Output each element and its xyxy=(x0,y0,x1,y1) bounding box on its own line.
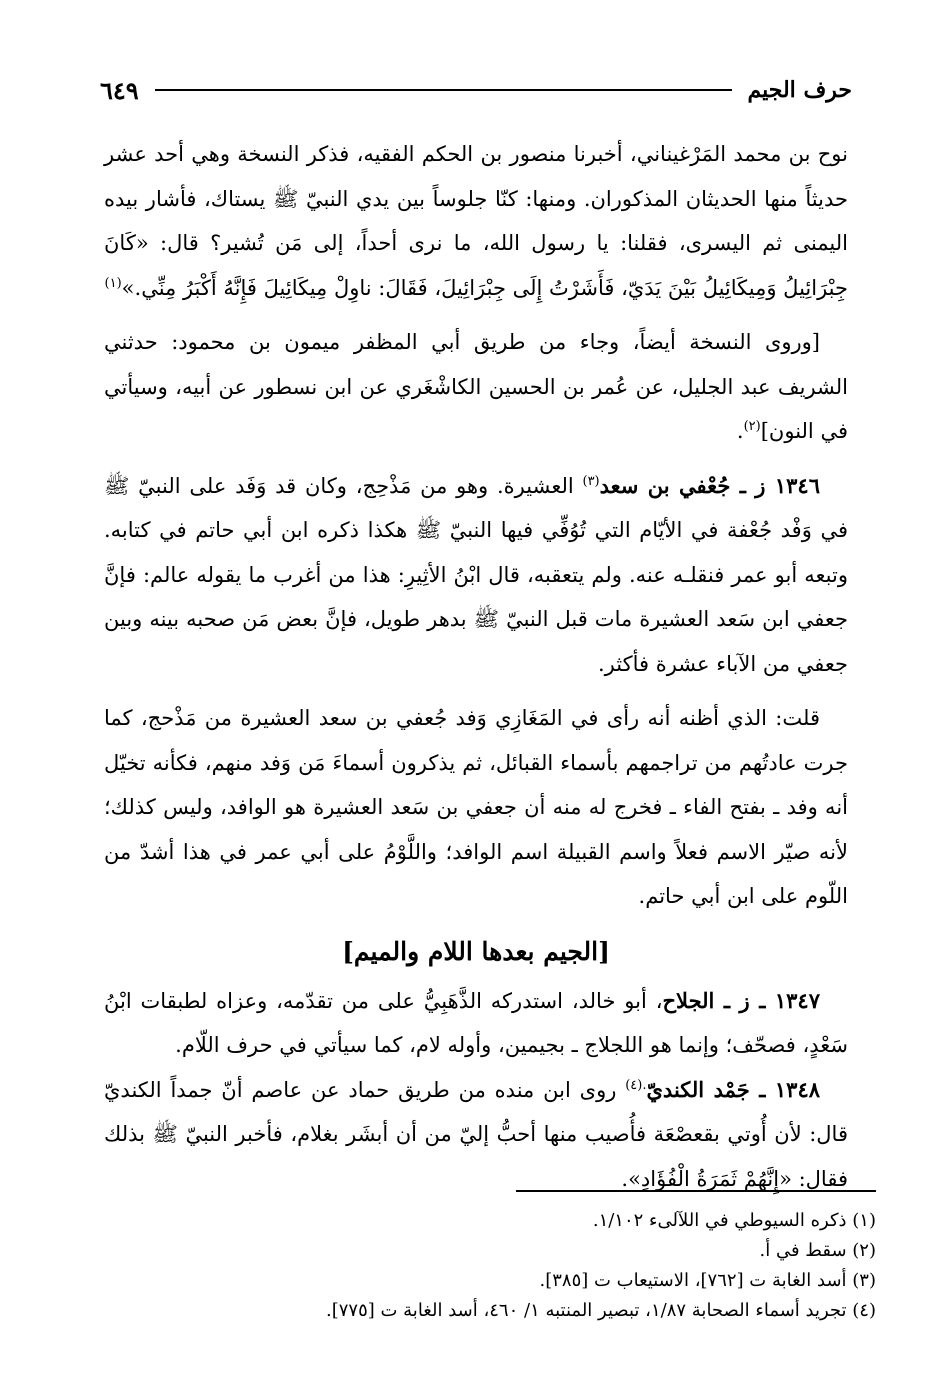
section-title: [الجيم بعدها اللام والميم] xyxy=(342,936,610,966)
page-body xyxy=(104,132,848,1211)
footnotes xyxy=(104,1206,876,1326)
paragraph-bracketed-note xyxy=(104,320,848,454)
footnote-ref: (٢) xyxy=(743,419,761,434)
paragraph-end: . xyxy=(736,419,744,443)
chapter-title: حرف الجيم xyxy=(747,77,852,103)
entry-text: العشيرة. وهو من مَذْحِج، وكان قد وَفَد على النبيّ ﷺ في وَفْد جُعْفة في الأيّام التي تُوُفِّي فيها النبيّ ﷺ هكذا ذكره ابن أبي حاتم في كتابه. وتبعه أبو عمر فنقلـه عنه. ولم يتعقبه، قال ابْنُ الأثِيرِ: هذا من أغرب ما يقوله عالم: فإنَّ جعفي ابن سَعد العشيرة مات قبل النبيّ ﷺ بدهر طويل، فإنَّ بعض مَن صحبه بينه وبين جعفي من الآباء عشرة فأكثر. xyxy=(104,473,848,676)
footnote-separator xyxy=(516,1190,876,1192)
footnote: (١) ذكره السيوطي في اللآلىء ١/١٠٢. xyxy=(592,1210,876,1231)
entry-heading: ١٣٤٧ ـ ز ـ الجلاح xyxy=(662,987,820,1013)
page-number: ٦٤٩ xyxy=(100,75,139,105)
page-header xyxy=(100,72,852,108)
paragraph-qult xyxy=(104,696,848,919)
entry-text: ، أبو خالد، استدركه الذَّهَبِيُّ على من تقدّمه، وعزاه لطبقات ابْنُ سَعْدٍ، فصحّف؛ وإنما هو اللجلاج ـ بجيمين، وأوله لام، كما سيأتي في حرف اللّام. xyxy=(104,988,848,1057)
entry-1347 xyxy=(104,979,848,1068)
entry-1346 xyxy=(104,464,848,687)
paragraph-text: نوح بن محمد المَرْغيناني، أخبرنا منصور بن الحكم الفقيه، فذكر النسخة وهي أحد عشر حديثاً منها الحديثان المذكوران. ومنها: كنّا جلوساً بين يدي النبيّ ﷺ يستاك، فأشار بيده اليمنى ثم اليسرى، فقلنا: يا رسول الله، ما نرى أحداً، إلى مَن تُشير؟ قال: «كَانَ جِبْرَائِيلُ وَمِيكَائِيلُ بَيْنَ يَدَيّ، فَأَشَرْتُ إِلَى جِبْرَائِيلَ، فَقَالَ: ناوِلْ مِيكَائِيلَ فَإِنَّهُ أَكْبَرُ مِنِّي.» xyxy=(104,142,848,300)
entry-1348 xyxy=(104,1068,848,1202)
footnote-ref: .(٤) xyxy=(625,1077,647,1093)
paragraph-continuation xyxy=(104,132,848,310)
footnote: (٢) سقط في أ. xyxy=(759,1240,876,1261)
footnote: (٣) أسد الغابة ت [٧٦٢]، الاستيعاب ت [٣٨٥]. xyxy=(539,1270,876,1291)
footnote-ref: (١) xyxy=(104,275,122,291)
paragraph-text: قلت: الذي أظنه أنه رأى في المَغَازِي وَفد جُعفي بن سعد العشيرة من مَذْحج، كما جرت عادتُهم من تراجمهم بأسماء القبائل، ثم يذكرون أسماءَ مَن وَفد منهم، فكأنه تخيّل أنه وفد ـ بفتح الفاء ـ فخرج له منه أن جعفي بن سَعد العشيرة هو الوافد، وليس كذلك؛ لأنه صيّر الاسم فعلاً واسم القبيلة اسم الوافد؛ واللَّوْمُ على أبي عمر في هذا أشدّ من اللّوم على ابن أبي حاتم. xyxy=(104,706,848,908)
header-rule xyxy=(155,89,732,91)
footnote-ref: (٣) xyxy=(582,473,600,489)
paragraph-text: [وروى النسخة أيضاً، وجاء من طريق أبي المظفر ميمون بن محمود: حدثني الشريف عبد الجليل، عن عُمر بن الحسين الكاشْغَري عن ابن نسطور عن أبيه، وسيأتي في النون] xyxy=(104,330,848,443)
entry-heading: ١٣٤٨ ـ جَمْد الكنديّ xyxy=(646,1076,821,1102)
footnote: (٤) تجريد أسماء الصحابة ١/٨٧، تبصير المنتبه ١/ ٤٦٠، أسد الغابة ت [٧٧٥]. xyxy=(325,1300,876,1321)
entry-text: روى ابن منده من طريق حماد عن عاصم أنّ جمداً الكنديّ قال: لأن أُوتي بقعصْعَة فأُصيب منها أحبُّ إليّ من أن أبشَر بغلام، فأخبر النبيّ ﷺ بذلك فقال: «إِنَّهُمْ ثَمَرَةُ الْفُؤَادِ». xyxy=(104,1077,848,1191)
entry-heading: ١٣٤٦ ز ـ جُعْفي بن سعد xyxy=(599,472,820,498)
